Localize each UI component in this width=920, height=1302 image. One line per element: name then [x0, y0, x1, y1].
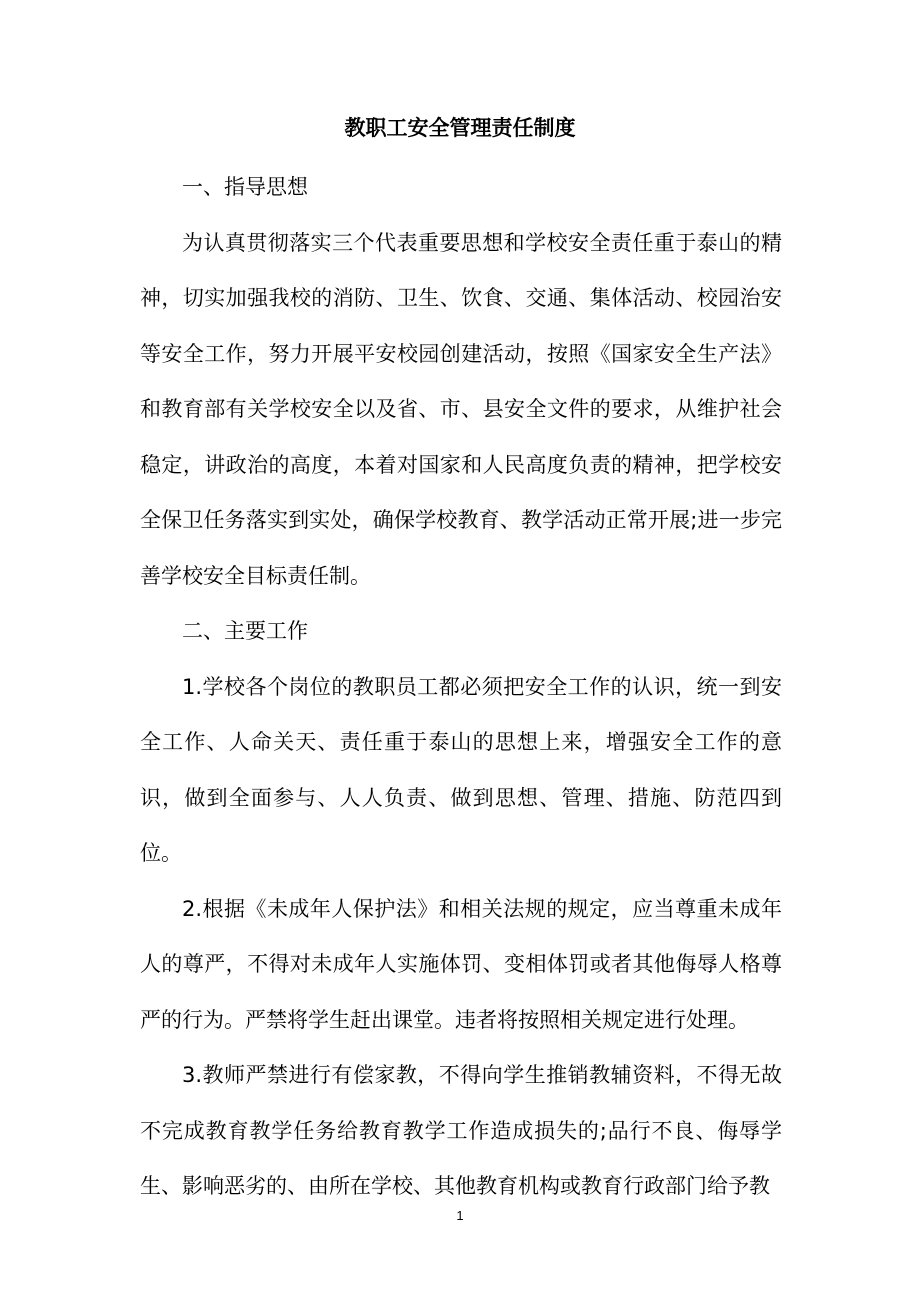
paragraph-item-1: 1.学校各个岗位的教职员工都必须把安全工作的认识，统一到安全工作、人命关天、责任重于泰山的思想上来，增强安全工作的意识，做到全面参与、人人负责、做到思想、管理、措施、防范四到位。	[140, 674, 782, 865]
section-heading-guiding-ideology: 一、指导思想	[182, 175, 308, 199]
section-heading-main-work: 二、主要工作	[182, 619, 308, 643]
document-body	[140, 160, 782, 1215]
page-number: 1	[456, 1208, 464, 1223]
paragraph-item-2: 2.根据《未成年人保护法》和相关法规的规定，应当尊重未成年人的尊严，不得对未成年人实施体罚、变相体罚或者其他侮辱人格尊严的行为。严禁将学生赶出课堂。违者将按照相关规定进行处理。	[140, 896, 782, 1032]
document-title: 教职工安全管理责任制度	[344, 116, 576, 140]
paragraph-guiding-ideology: 为认真贯彻落实三个代表重要思想和学校安全责任重于泰山的精神，切实加强我校的消防、卫生、饮食、交通、集体活动、校园治安等安全工作，努力开展平安校园创建活动，按照《国家安全生产法》和教育部有关学校安全以及省、市、县安全文件的要求，从维护社会稳定，讲政治的高度，本着对国家和人民高度负责的精神，把学校安全保卫任务落实到实处，确保学校教育、教学活动正常开展;进一步完善学校安全目标责任制。	[140, 230, 782, 588]
paragraph-item-3: 3.教师严禁进行有偿家教，不得向学生推销教辅资料，不得无故不完成教育教学任务给教育教学工作造成损失的;品行不良、侮辱学生、影响恶劣的、由所在学校、其他教育机构或教育行政部门给予教	[140, 1063, 782, 1198]
